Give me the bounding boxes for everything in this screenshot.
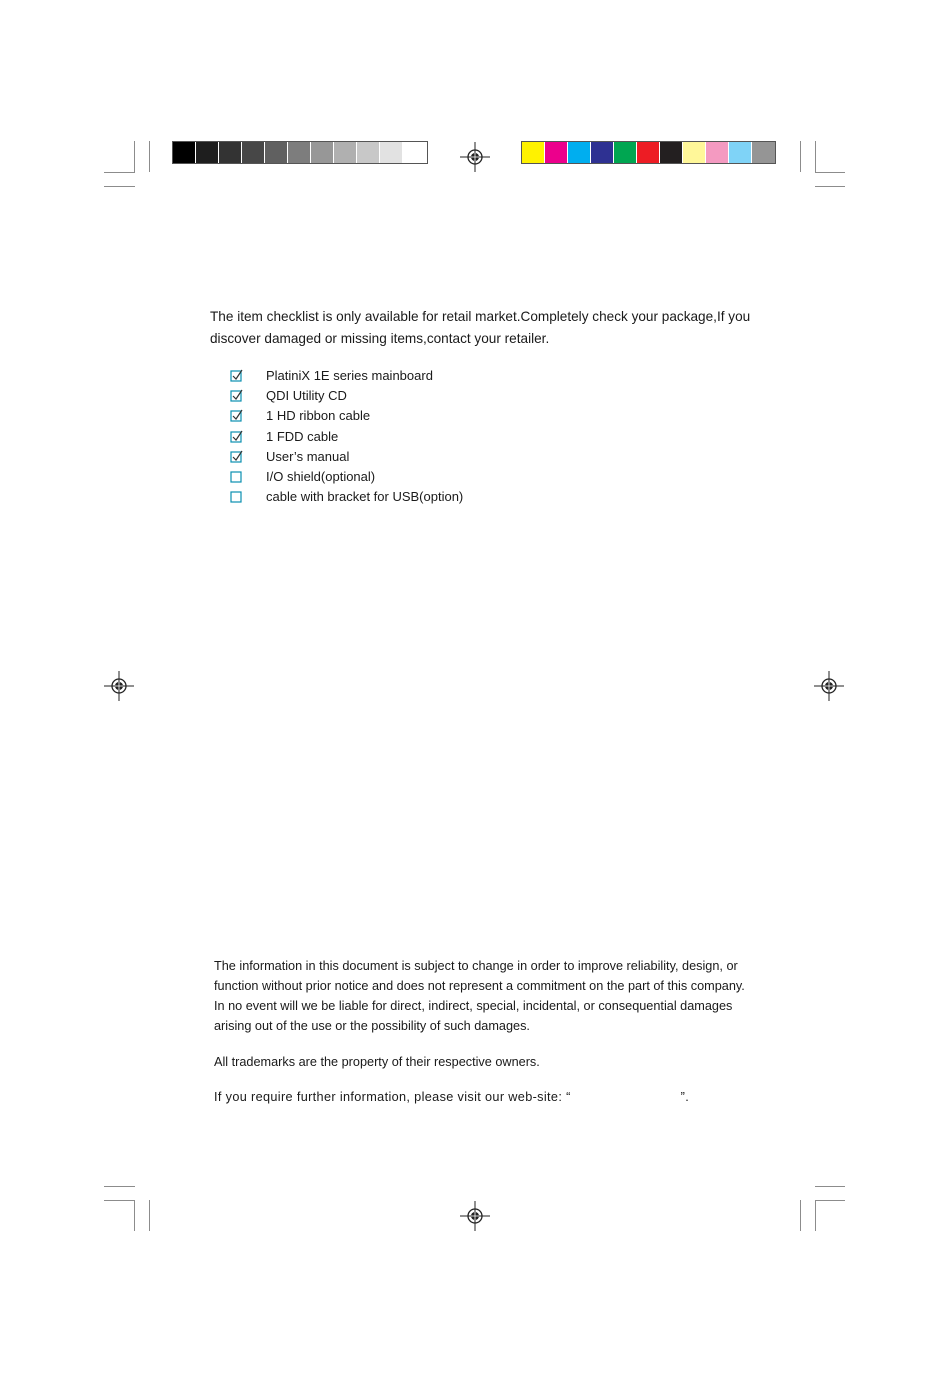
checked-checkbox-icon: [230, 389, 243, 402]
gray-swatch: [242, 142, 265, 163]
checklist-item-label: QDI Utility CD: [266, 388, 347, 404]
gray-swatch: [311, 142, 334, 163]
legal-notice: [214, 956, 759, 1107]
gray-swatch: [219, 142, 242, 163]
checklist-item-label: cable with bracket for USB(option): [266, 489, 464, 505]
checklist-item-label: I/O shield(optional): [266, 468, 376, 484]
checklist-intro-line-2: discover damaged or missing items,contact your retailer.: [210, 331, 550, 346]
website-notice: [214, 1087, 759, 1107]
gray-swatch: [334, 142, 357, 163]
checklist-intro: [210, 306, 770, 350]
checklist-intro-line-1: The item checklist is only available for retail market.Completely check your package,If you: [210, 309, 751, 324]
gray-swatch: [265, 142, 288, 163]
notice-line-1: The information in this document is subject to change in order to improve reliability, design, or: [214, 959, 738, 973]
color-swatch: [568, 142, 591, 163]
checked-checkbox-icon: [230, 430, 243, 443]
gray-swatch: [173, 142, 196, 163]
gray-swatch: [196, 142, 219, 163]
website-suffix: ”.: [680, 1090, 690, 1104]
color-swatch: [591, 142, 614, 163]
color-swatch: [706, 142, 729, 163]
gray-swatch: [357, 142, 380, 163]
color-swatch: [637, 142, 660, 163]
checked-checkbox-icon: [230, 369, 243, 382]
notice-line-3: In no event will we be liable for direct, indirect, special, incidental, or consequential damages: [214, 999, 733, 1013]
color-swatch: [683, 142, 706, 163]
gray-swatch: [380, 142, 403, 163]
notice-line-4: arising out of the use or the possibility of such damages.: [214, 1019, 530, 1033]
gray-swatch: [288, 142, 311, 163]
color-swatch: [522, 142, 545, 163]
color-swatch: [545, 142, 568, 163]
checked-checkbox-icon: [230, 450, 243, 463]
website-prefix: If you require further information, please visit our web-site: “: [214, 1090, 571, 1104]
color-swatch: [614, 142, 637, 163]
gray-swatch: [403, 142, 426, 163]
checklist-item-label: User’s manual: [266, 448, 350, 464]
registration-mark-top-icon: [460, 142, 490, 172]
checklist-item-label: 1 FDD cable: [266, 428, 339, 444]
checklist-item-label: PlatiniX 1E series mainboard: [266, 368, 433, 383]
color-swatch: [752, 142, 775, 163]
checklist-item-label: 1 HD ribbon cable: [266, 408, 371, 424]
color-calibration-bar: [521, 141, 776, 164]
trademark-notice: All trademarks are the property of their respective owners.: [214, 1055, 540, 1069]
registration-mark-bottom-icon: [460, 1201, 490, 1231]
checked-checkbox-icon: [230, 409, 243, 422]
color-swatch: [660, 142, 683, 163]
color-swatch: [729, 142, 752, 163]
grayscale-calibration-bar: [172, 141, 428, 164]
empty-checkbox-icon: [230, 470, 243, 483]
registration-mark-left-icon: [104, 671, 134, 701]
empty-checkbox-icon: [230, 490, 243, 503]
notice-line-2: function without prior notice and does not represent a commitment on the part of this company.: [214, 979, 745, 993]
registration-mark-right-icon: [814, 671, 844, 701]
